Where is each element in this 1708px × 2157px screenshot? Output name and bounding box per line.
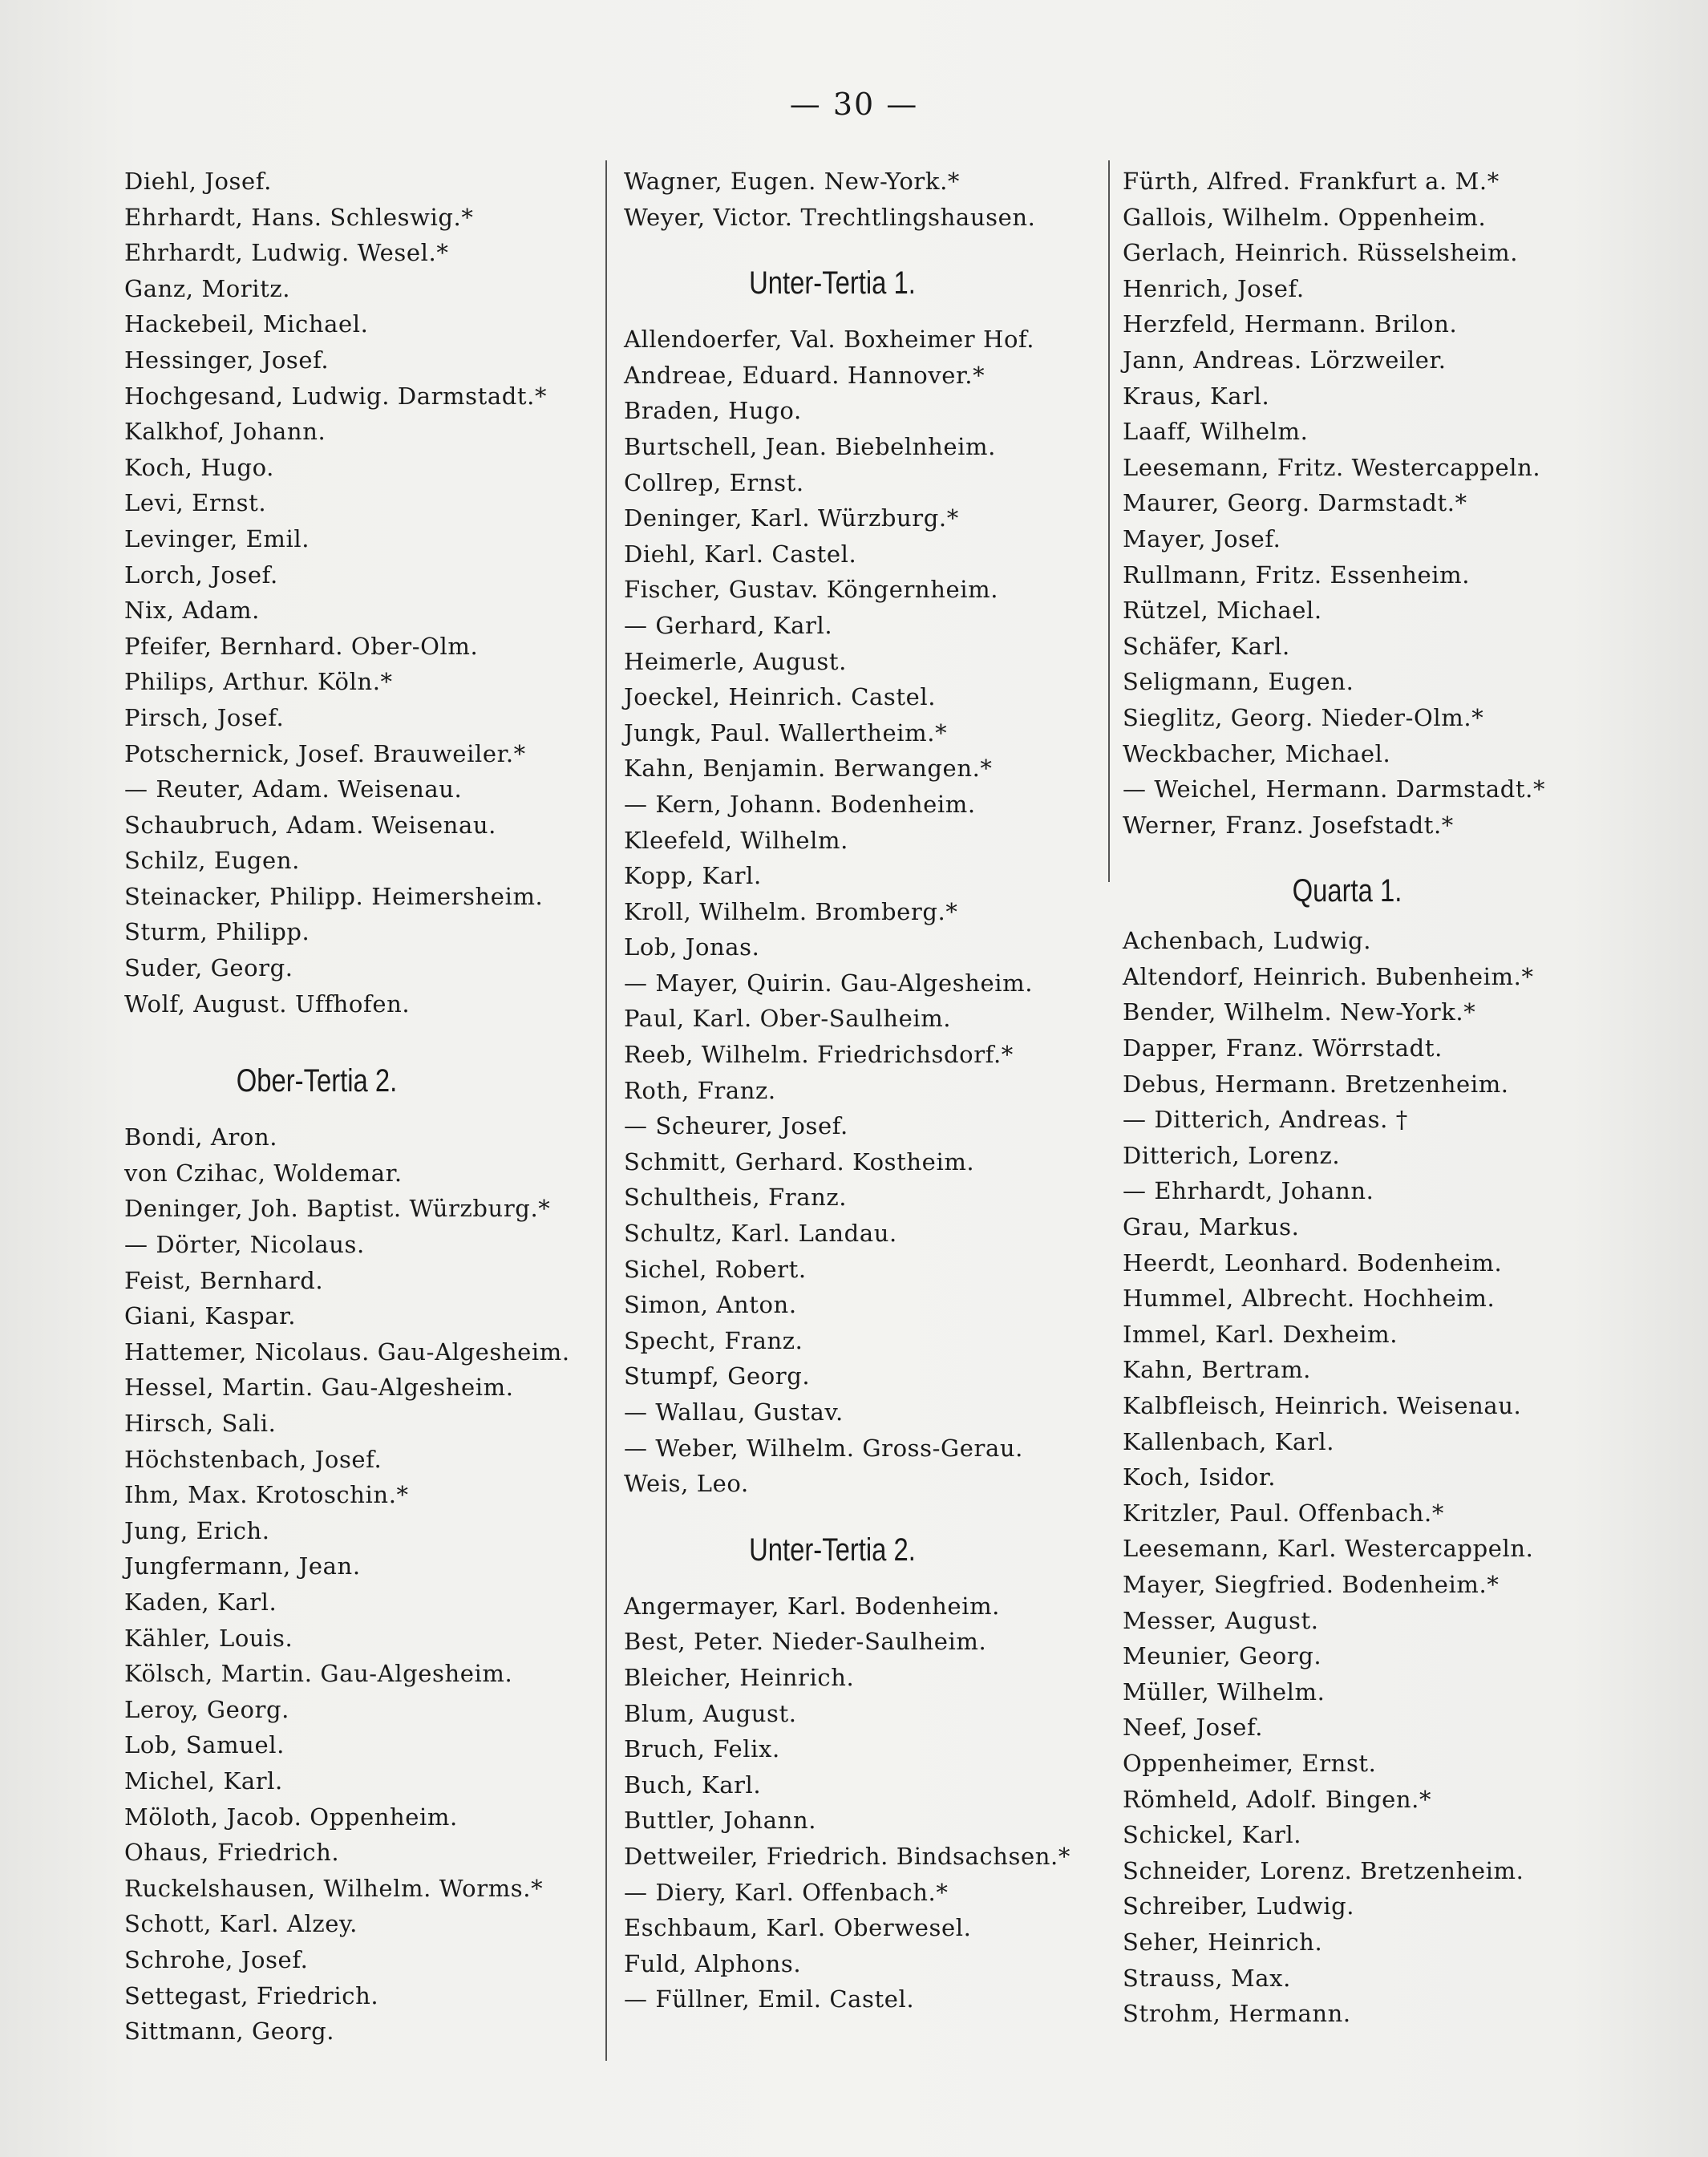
student-entry: — Ditterich, Andreas. † [1123, 1106, 1408, 1134]
student-entry: Deninger, Karl. Würzburg.* [624, 504, 959, 532]
student-entry: Meunier, Georg. [1123, 1642, 1322, 1670]
student-entry: Buch, Karl. [624, 1771, 762, 1799]
student-entry: Sichel, Robert. [624, 1255, 807, 1283]
student-entry: — Füllner, Emil. Castel. [624, 1985, 915, 2013]
student-entry: Ihm, Max. Krotoschin.* [124, 1481, 409, 1509]
student-entry: Koch, Isidor. [1123, 1463, 1277, 1491]
section-heading: Unter-Tertia 1. [749, 265, 916, 301]
student-entry: Ehrhardt, Hans. Schleswig.* [124, 203, 474, 231]
student-entry: Koch, Hugo. [124, 453, 275, 481]
student-entry: Philips, Arthur. Köln.* [124, 668, 393, 696]
student-entry: Schrohe, Josef. [124, 1945, 309, 1973]
student-entry: — Weichel, Hermann. Darmstadt.* [1123, 775, 1546, 803]
page-number: — 30 — [789, 87, 919, 122]
student-entry: Werner, Franz. Josefstadt.* [1123, 811, 1454, 839]
student-entry: Simon, Anton. [624, 1291, 797, 1319]
student-entry: Messer, August. [1123, 1606, 1319, 1634]
student-entry: Kahn, Benjamin. Berwangen.* [624, 755, 993, 783]
student-entry: Grau, Markus. [1123, 1213, 1300, 1241]
student-entry: Müller, Wilhelm. [1123, 1677, 1326, 1706]
student-entry: Leesemann, Fritz. Westercappeln. [1123, 453, 1541, 481]
student-entry: Giani, Kaspar. [124, 1302, 297, 1330]
student-entry: Weis, Leo. [624, 1470, 749, 1498]
student-entry: Kleefeld, Wilhelm. [624, 826, 848, 854]
student-entry: — Dörter, Nicolaus. [124, 1231, 365, 1259]
student-entry: Hackebeil, Michael. [124, 310, 369, 338]
student-entry: Joeckel, Heinrich. Castel. [624, 683, 937, 711]
student-entry: Fischer, Gustav. Köngernheim. [624, 576, 999, 604]
student-entry: Maurer, Georg. Darmstadt.* [1123, 489, 1467, 517]
student-entry: Suder, Georg. [124, 954, 293, 982]
student-entry: Neef, Josef. [1123, 1714, 1264, 1742]
student-entry: Herzfeld, Hermann. Brilon. [1123, 310, 1458, 338]
student-entry: Sittmann, Georg. [124, 2017, 335, 2046]
student-entry: Gerlach, Heinrich. Rüsselsheim. [1123, 239, 1519, 267]
student-entry: Diehl, Josef. [124, 168, 272, 195]
student-entry: Hochgesand, Ludwig. Darmstadt.* [124, 382, 548, 410]
student-entry: Paul, Karl. Ober-Saulheim. [624, 1005, 952, 1033]
student-entry: Bruch, Felix. [624, 1735, 780, 1763]
student-entry: Höchstenbach, Josef. [124, 1445, 382, 1473]
student-entry: Jann, Andreas. Lörzweiler. [1123, 346, 1447, 374]
student-entry: Schäfer, Karl. [1123, 632, 1290, 660]
student-entry: Weyer, Victor. Trechtlingshausen. [624, 203, 1036, 231]
student-entry: Mayer, Siegfried. Bodenheim.* [1123, 1570, 1500, 1598]
student-entry: Kritzler, Paul. Offenbach.* [1123, 1499, 1444, 1527]
student-entry: Schott, Karl. Alzey. [124, 1910, 358, 1938]
student-entry: — Reuter, Adam. Weisenau. [124, 775, 463, 803]
student-entry: Pirsch, Josef. [124, 703, 285, 731]
student-entry: Debus, Hermann. Bretzenheim. [1123, 1070, 1509, 1098]
column-divider-2 [1108, 160, 1110, 882]
student-entry: Weckbacher, Michael. [1123, 739, 1391, 767]
student-entry: Jungk, Paul. Wallertheim.* [624, 718, 948, 747]
student-entry: Möloth, Jacob. Oppenheim. [124, 1803, 458, 1831]
student-entry: Immel, Karl. Dexheim. [1123, 1320, 1398, 1348]
student-entry: Gallois, Wilhelm. Oppenheim. [1123, 203, 1487, 231]
student-entry: Reeb, Wilhelm. Friedrichsdorf.* [624, 1041, 1014, 1069]
column-2 [624, 164, 1105, 2017]
student-entry: Ohaus, Friedrich. [124, 1839, 340, 1867]
student-entry: Diehl, Karl. Castel. [624, 540, 857, 568]
student-entry: Wagner, Eugen. New-York.* [624, 168, 960, 195]
student-entry: Jungfermann, Jean. [124, 1552, 361, 1580]
student-entry: Schaubruch, Adam. Weisenau. [124, 811, 496, 839]
student-entry: Ruckelshausen, Wilhelm. Worms.* [124, 1874, 544, 1902]
student-entry: Kalbfleisch, Heinrich. Weisenau. [1123, 1392, 1522, 1419]
column-1 [124, 164, 597, 2050]
student-entry: Henrich, Josef. [1123, 274, 1305, 302]
student-entry: Lob, Samuel. [124, 1731, 285, 1759]
student-entry: Lob, Jonas. [624, 933, 760, 961]
student-entry: Jung, Erich. [124, 1516, 270, 1544]
student-entry: Achenbach, Ludwig. [1123, 927, 1372, 955]
student-entry: Kalkhof, Johann. [124, 418, 326, 446]
student-entry: Sturm, Philipp. [124, 918, 310, 946]
student-entry: — Mayer, Quirin. Gau-Algesheim. [624, 969, 1034, 997]
student-entry: Dapper, Franz. Wörrstadt. [1123, 1034, 1443, 1062]
student-entry: Hirsch, Sali. [124, 1410, 277, 1437]
student-entry: Laaff, Wilhelm. [1123, 418, 1309, 446]
student-entry: Hessel, Martin. Gau-Algesheim. [124, 1374, 514, 1402]
student-entry: Roth, Franz. [624, 1076, 776, 1104]
student-entry: Hattemer, Nicolaus. Gau-Algesheim. [124, 1338, 570, 1366]
student-entry: Schultz, Karl. Landau. [624, 1220, 897, 1248]
student-entry: Potschernick, Josef. Brauweiler.* [124, 739, 526, 767]
student-entry: Lorch, Josef. [124, 560, 278, 589]
section-heading: Quarta 1. [1292, 873, 1402, 909]
student-entry: Schmitt, Gerhard. Kostheim. [624, 1147, 975, 1176]
student-entry: Blum, August. [624, 1699, 797, 1727]
student-entry: Ehrhardt, Ludwig. Wesel.* [124, 239, 449, 267]
section-heading: Unter-Tertia 2. [749, 1532, 916, 1568]
column-3 [1123, 164, 1636, 2032]
student-entry: Settegast, Friedrich. [124, 1981, 379, 2009]
student-entry: Stumpf, Georg. [624, 1362, 811, 1390]
section-heading: Ober-Tertia 2. [236, 1063, 398, 1099]
student-entry: von Czihac, Woldemar. [124, 1159, 403, 1187]
student-entry: — Scheurer, Josef. [624, 1112, 848, 1140]
student-entry: Ganz, Moritz. [124, 274, 291, 302]
student-entry: Braden, Hugo. [624, 397, 802, 425]
student-entry: Eschbaum, Karl. Oberwesel. [624, 1914, 972, 1942]
student-entry: Rützel, Michael. [1123, 597, 1322, 625]
student-entry: Strauss, Max. [1123, 1964, 1291, 1992]
student-entry: — Wallau, Gustav. [624, 1398, 844, 1426]
student-entry: Feist, Bernhard. [124, 1266, 324, 1294]
student-entry: Leesemann, Karl. Westercappeln. [1123, 1535, 1534, 1563]
column-divider-1 [605, 160, 607, 2061]
student-entry: Strohm, Hermann. [1123, 2000, 1351, 2028]
student-entry: Best, Peter. Nieder-Saulheim. [624, 1628, 987, 1656]
student-entry: Pfeifer, Bernhard. Ober-Olm. [124, 632, 479, 660]
student-entry: Bleicher, Heinrich. [624, 1663, 855, 1691]
student-entry: Rullmann, Fritz. Essenheim. [1123, 560, 1471, 589]
student-entry: Seher, Heinrich. [1123, 1928, 1323, 1956]
student-entry: Schreiber, Ludwig. [1123, 1892, 1355, 1920]
student-entry: Levinger, Emil. [124, 524, 310, 552]
student-entry: Hessinger, Josef. [124, 346, 330, 374]
student-entry: Heimerle, August. [624, 647, 847, 675]
student-entry: Wolf, August. Uffhofen. [124, 989, 411, 1018]
student-entry: Michel, Karl. [124, 1766, 283, 1795]
student-entry: Kallenbach, Karl. [1123, 1427, 1335, 1455]
student-entry: Sieglitz, Georg. Nieder-Olm.* [1123, 703, 1484, 731]
student-entry: Angermayer, Karl. Bodenheim. [624, 1592, 1000, 1620]
student-entry: Hummel, Albrecht. Hochheim. [1123, 1285, 1496, 1313]
student-entry: Bender, Wilhelm. New-York.* [1123, 998, 1476, 1026]
student-entry: Fuld, Alphons. [624, 1949, 802, 1977]
student-entry: Fürth, Alfred. Frankfurt a. M.* [1123, 168, 1500, 195]
student-entry: Schilz, Eugen. [124, 847, 300, 875]
student-entry: Kaden, Karl. [124, 1588, 277, 1616]
student-entry: Nix, Adam. [124, 597, 260, 625]
student-entry: Ditterich, Lorenz. [1123, 1141, 1341, 1169]
student-entry: Schneider, Lorenz. Bretzenheim. [1123, 1856, 1524, 1884]
student-entry: Kölsch, Martin. Gau-Algesheim. [124, 1660, 513, 1688]
student-entry: Specht, Franz. [624, 1326, 803, 1354]
student-entry: Oppenheimer, Ernst. [1123, 1749, 1377, 1777]
student-entry: Heerdt, Leonhard. Bodenheim. [1123, 1248, 1503, 1277]
student-entry: Kähler, Louis. [124, 1624, 293, 1652]
student-entry: Kraus, Karl. [1123, 382, 1270, 410]
student-entry: — Weber, Wilhelm. Gross-Gerau. [624, 1434, 1023, 1462]
student-entry: Kroll, Wilhelm. Bromberg.* [624, 897, 958, 925]
student-entry: Allendoerfer, Val. Boxheimer Hof. [624, 326, 1035, 354]
student-entry: Römheld, Adolf. Bingen.* [1123, 1785, 1432, 1813]
student-entry: Seligmann, Eugen. [1123, 668, 1354, 696]
student-entry: Altendorf, Heinrich. Bubenheim.* [1123, 962, 1534, 990]
student-entry: Andreae, Eduard. Hannover.* [624, 361, 986, 389]
student-entry: Mayer, Josef. [1123, 524, 1281, 552]
student-entry: Collrep, Ernst. [624, 468, 804, 496]
student-entry: Steinacker, Philipp. Heimersheim. [124, 882, 544, 910]
student-entry: Buttler, Johann. [624, 1807, 817, 1835]
student-entry: Bondi, Aron. [124, 1123, 278, 1151]
student-entry: Kahn, Bertram. [1123, 1356, 1312, 1384]
student-entry: Schultheis, Franz. [624, 1184, 848, 1212]
student-entry: Levi, Ernst. [124, 489, 267, 517]
student-entry: Kopp, Karl. [624, 862, 762, 890]
student-entry: — Kern, Johann. Bodenheim. [624, 790, 976, 818]
student-entry: Deninger, Joh. Baptist. Würzburg.* [124, 1195, 551, 1223]
student-entry: Schickel, Karl. [1123, 1821, 1302, 1849]
student-entry: Leroy, Georg. [124, 1695, 289, 1723]
student-entry: Burtschell, Jean. Biebelnheim. [624, 432, 996, 460]
student-entry: — Diery, Karl. Offenbach.* [624, 1878, 949, 1906]
student-entry: — Gerhard, Karl. [624, 611, 833, 639]
student-entry: Dettweiler, Friedrich. Bindsachsen.* [624, 1842, 1071, 1870]
student-entry: — Ehrhardt, Johann. [1123, 1177, 1374, 1205]
